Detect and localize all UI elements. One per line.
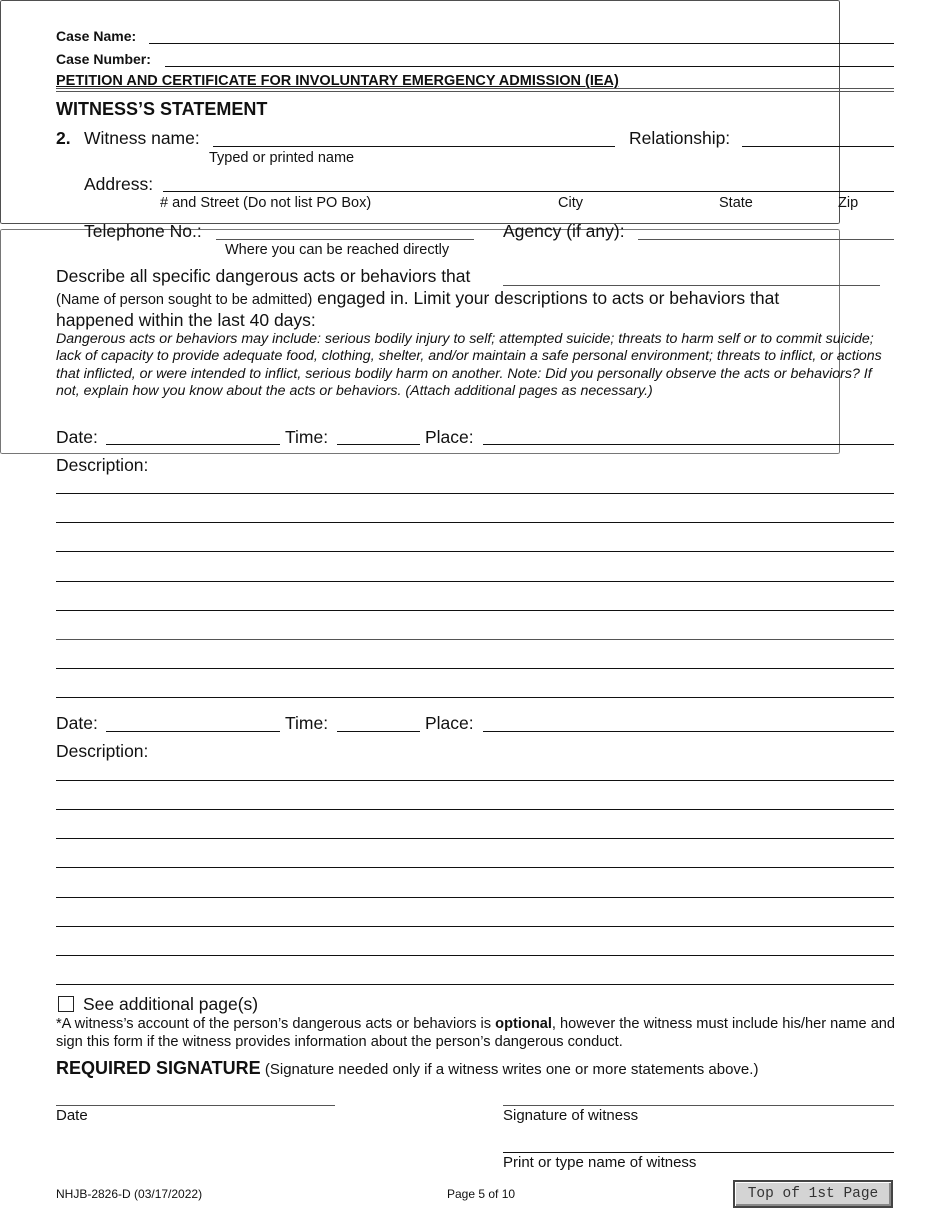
witness-name-label: Witness name: (84, 128, 200, 148)
form-title: PETITION AND CERTIFICATE FOR INVOLUNTARY EMERGENCY ADMISSION (IEA) (56, 73, 619, 89)
entry-2-description-line (56, 780, 894, 781)
agency-line (638, 239, 894, 240)
entry-2-description-line (56, 955, 894, 956)
entry-1-date-line (106, 444, 280, 445)
signature-input[interactable] (505, 1087, 892, 1105)
witness-name-caption: Typed or printed name (209, 150, 355, 166)
signature-date-caption: Date (56, 1107, 88, 1124)
telephone-label: Telephone No.: (84, 221, 202, 241)
relationship-input[interactable] (745, 128, 891, 146)
person-name-caption: (Name of person sought to be admitted) (56, 292, 313, 308)
entry-2-place-input[interactable] (486, 712, 891, 730)
entry-2-time-label: Time: (285, 713, 329, 733)
address-input[interactable] (166, 173, 891, 191)
person-name-input[interactable] (506, 266, 877, 284)
entry-2-description-line (56, 984, 894, 985)
witness-name-line (213, 146, 615, 147)
entry-2-description-line (56, 926, 894, 927)
entry-1-description-label: Description: (56, 455, 149, 475)
entry-2-description-line (56, 867, 894, 868)
entry-1-description-line (56, 581, 894, 582)
entry-2-place-label: Place: (425, 713, 474, 733)
optional-note-suffix: , however the witness must include his/her name and sign this form if the witness provides information about the person’s dangerous conduct. (56, 1016, 896, 1050)
entry-1-time-line (337, 444, 420, 445)
signature-line (503, 1105, 894, 1106)
address-label: Address: (84, 174, 154, 194)
signature-caption: Signature of witness (503, 1107, 639, 1124)
telephone-caption: Where you can be reached directly (225, 242, 450, 258)
signature-heading-note: (Signature needed only if a witness writes one or more statements above.) (260, 1061, 759, 1078)
signature-heading: REQUIRED SIGNATURE (56, 1058, 261, 1078)
entry-2-date-line (106, 731, 280, 732)
describe-line-2 (56, 288, 779, 308)
case-number-label: Case Number: (56, 51, 151, 67)
additional-pages-checkbox[interactable] (58, 996, 74, 1012)
entry-1-description-line (56, 697, 894, 698)
entry-1-date-label: Date: (56, 427, 98, 447)
address-line (163, 191, 894, 192)
item-number: 2. (56, 128, 71, 148)
entry-1-description-line (56, 668, 894, 669)
relationship-line (742, 146, 894, 147)
print-name-line (503, 1152, 894, 1153)
address-street-caption: # and Street (Do not list PO Box) (160, 195, 372, 211)
entry-2-place-line (483, 731, 894, 732)
signature-date-input[interactable] (58, 1087, 333, 1105)
entry-2-description-line (56, 809, 894, 810)
address-city-caption: City (558, 195, 583, 211)
entry-1-description-line (56, 551, 894, 552)
entry-1-time-label: Time: (285, 427, 329, 447)
entry-1-place-line (483, 444, 894, 445)
telephone-line (216, 239, 474, 240)
entry-2-time-line (337, 731, 420, 732)
signature-date-line (56, 1105, 335, 1106)
print-name-caption: Print or type name of witness (503, 1154, 697, 1171)
print-name-input[interactable] (505, 1134, 892, 1152)
witness-name-input[interactable] (216, 128, 612, 146)
describe-line-1: Describe all specific dangerous acts or behaviors that (56, 266, 471, 286)
person-name-line (503, 285, 880, 286)
relationship-label: Relationship: (629, 128, 731, 148)
instructions-text: Dangerous acts or behaviors may include: serious bodily injury to self; attempted suicide; threats to harm self or to commit suicide; lack of capacity to provide adequate food, clothing, shelter, and/or maintain a safe personal environment; threats to inflict, or actions that inflicted, or were intended to inflict, serious bodily harm on another. Note: Did you personally observe the acts or behaviors? If not, explain how you know about the acts or behaviors. (Attach additional pages as necessary.) (56, 331, 882, 399)
optional-note-bold: optional (495, 1016, 552, 1032)
section-title: WITNESS’S STATEMENT (56, 99, 268, 119)
address-zip-caption: Zip (838, 195, 859, 211)
entry-1-time-input[interactable] (340, 426, 417, 444)
title-rule-bottom (56, 91, 894, 92)
case-name-input[interactable] (152, 27, 892, 45)
optional-note-prefix: *A witness’s account of the person’s dangerous acts or behaviors is (56, 1016, 496, 1032)
describe-line-2-rest: engaged in. Limit your descriptions to acts or behaviors that (312, 288, 780, 308)
case-name-label: Case Name: (56, 28, 137, 44)
optional-note (56, 1016, 901, 1051)
entry-2-description-line (56, 897, 894, 898)
entry-1-description-line (56, 610, 894, 611)
top-of-first-page-button[interactable]: Top of 1st Page (733, 1180, 893, 1208)
entry-2-date-input[interactable] (109, 712, 277, 730)
case-number-input[interactable] (168, 50, 892, 68)
entry-2-time-input[interactable] (340, 712, 417, 730)
additional-pages-label: See additional page(s) (83, 994, 259, 1014)
entry-1-description-line (56, 522, 894, 523)
entry-1-date-input[interactable] (109, 426, 277, 444)
entry-1-description-line (56, 639, 894, 640)
form-id: NHJB-2826-D (03/17/2022) (56, 1187, 203, 1201)
entry-1-description-line (56, 493, 894, 494)
entry-2-date-label: Date: (56, 713, 98, 733)
agency-input[interactable] (641, 221, 891, 239)
page-number: Page 5 of 10 (447, 1187, 516, 1201)
entry-2-description-line (56, 838, 894, 839)
address-state-caption: State (719, 195, 753, 211)
entry-2-description-label: Description: (56, 741, 149, 761)
signature-heading-row (56, 1058, 758, 1079)
entry-1-place-input[interactable] (486, 426, 891, 444)
entry-1-place-label: Place: (425, 427, 474, 447)
agency-label: Agency (if any): (503, 221, 625, 241)
title-rule-top (56, 88, 894, 89)
describe-line-3: happened within the last 40 days: (56, 310, 316, 330)
telephone-input[interactable] (219, 221, 471, 239)
